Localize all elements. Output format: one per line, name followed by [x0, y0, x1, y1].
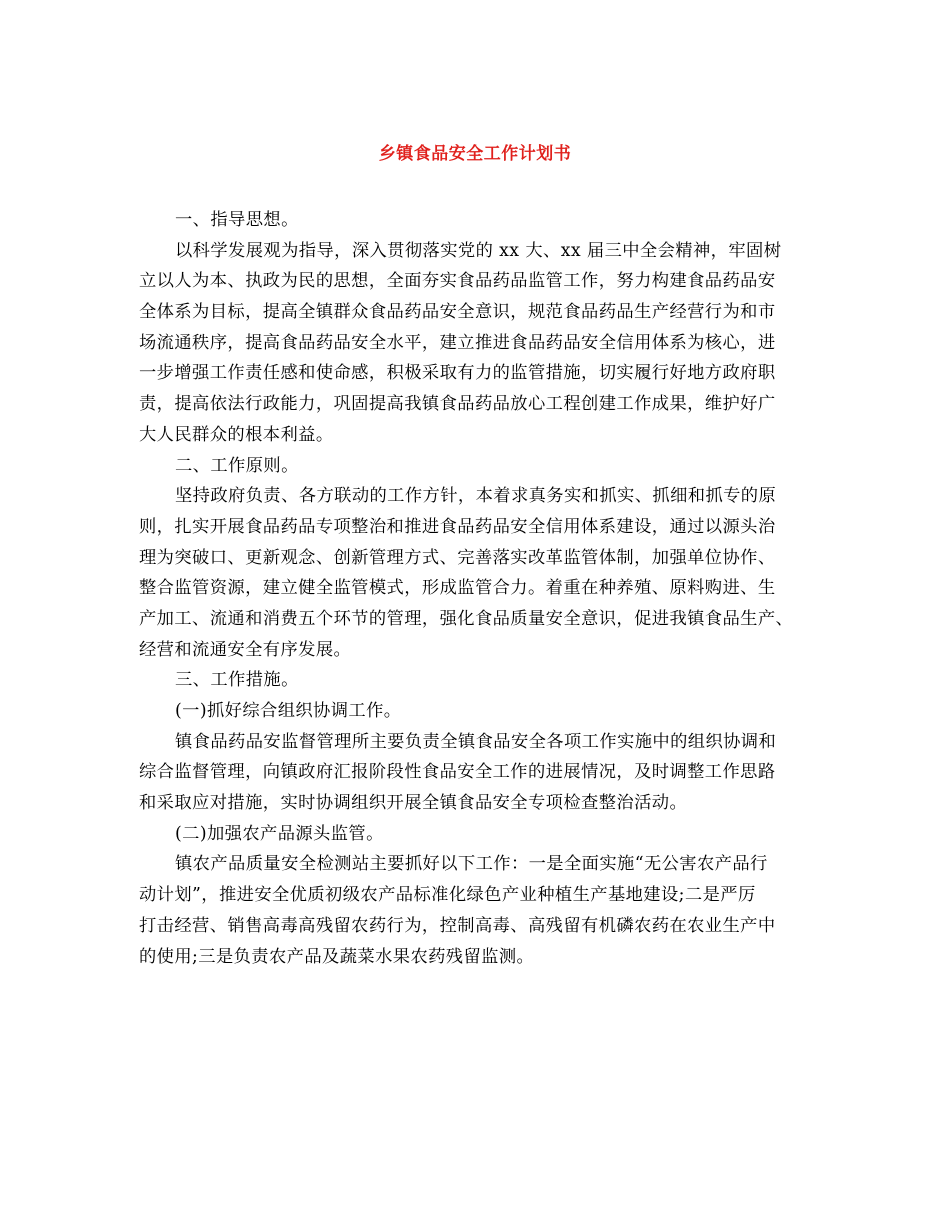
paragraph-line: 产加工、流通和消费五个环节的管理，强化食品质量安全意识，促进我镇食品生产、 — [139, 608, 794, 629]
paragraph-line: 镇农产品质量安全检测站主要抓好以下工作：一是全面实施“无公害农产品行 — [175, 854, 768, 875]
section-heading: 二、工作原则。 — [175, 455, 299, 476]
paragraph-line: 理为突破口、更新观念、创新管理方式、完善落实改革监管体制，加强单位协作、 — [139, 547, 776, 568]
document-title: 乡镇食品安全工作计划书 — [378, 144, 572, 164]
paragraph-line: 综合监督管理，向镇政府汇报阶段性食品安全工作的进展情况，及时调整工作思路 — [139, 762, 776, 783]
paragraph-line: 镇食品药品安监督管理所主要负责全镇食品安全各项工作实施中的组织协调和 — [175, 731, 777, 752]
paragraph-line: 场流通秩序，提高食品药品安全水平，建立推进食品药品安全信用体系为核心，进 — [139, 332, 776, 353]
document-body — [139, 205, 814, 972]
paragraph-line: 一、指导思想。 — [175, 210, 299, 230]
paragraph-line: 立以人为本、执政为民的思想，全面夯实食品药品监管工作，努力构建食品药品安 — [139, 271, 776, 292]
paragraph-line: 以科学发展观为指导，深入贯彻落实党的 xx 大、xx 届三中全会精神，牢固树 — [175, 240, 782, 261]
section-heading: 三、工作措施。 — [175, 670, 299, 691]
paragraph-line: 大人民群众的根本利益。 — [139, 424, 334, 445]
paragraph-line: 责，提高依法行政能力，巩固提高我镇食品药品放心工程创建工作成果，维护好广 — [139, 394, 776, 415]
paragraph-line: 全体系为目标，提高全镇群众食品药品安全意识，规范食品药品生产经营行为和市 — [139, 302, 776, 323]
paragraph-line: 一步增强工作责任感和使命感，积极采取有力的监管措施，切实履行好地方政府职 — [139, 363, 776, 384]
paragraph-line: 和采取应对措施，实时协调组织开展全镇食品安全专项检查整治活动。 — [139, 793, 688, 814]
subsection-heading: (二)加强农产品源头监管。 — [175, 823, 384, 844]
paragraph-line: 打击经营、销售高毒高残留农药行为，控制高毒、高残留有机磷农药在农业生产中 — [139, 915, 776, 936]
paragraph-line: 坚持政府负责、各方联动的工作方针，本着求真务实和抓实、抓细和抓专的原 — [175, 486, 777, 507]
subsection-heading: (一)抓好综合组织协调工作。 — [175, 701, 402, 721]
paragraph-line: 整合监管资源，建立健全监管模式，形成监管合力。着重在种养殖、原料购进、生 — [139, 578, 776, 599]
paragraph-line: 则，扎实开展食品药品专项整治和推进食品药品安全信用体系建设，通过以源头治 — [139, 516, 776, 537]
paragraph-line: 经营和流通安全有序发展。 — [139, 639, 352, 660]
paragraph-line: 的使用;三是负责农产品及蔬菜水果农药残留监测。 — [139, 946, 535, 967]
paragraph-line: 动计划”，推进安全优质初级农产品标准化绿色产业种植生产基地建设;二是严厉 — [139, 885, 756, 906]
